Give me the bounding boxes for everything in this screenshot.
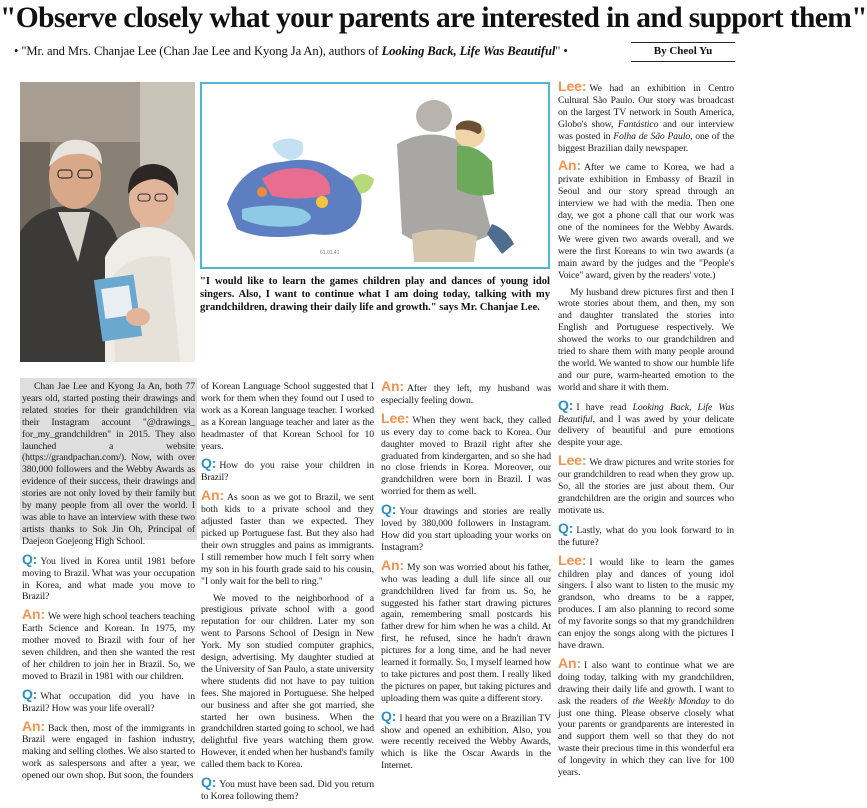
- answer-text: We had an exhibition in Centro Cultural São Paulo. Our story was broadcast on the largest TV network in South America, Globo's show,: [558, 83, 734, 130]
- q-label: Q:: [558, 396, 574, 413]
- article-column-3: [381, 378, 551, 777]
- q-label: Q:: [201, 455, 217, 472]
- question-text: , and I was awed by your delicate delivery of beautiful and pure emotions despite your age.: [558, 413, 734, 449]
- q-label: Q:: [22, 550, 38, 567]
- an-label: An:: [558, 157, 582, 174]
- answer-text: I would like to learn the games children play and dances of young idol singers. I also want to listen to the music my grandson, who dreams to be a rapper, produces. I am also planning to record some of my favorite songs so that my grandchildren can enjoy the songs along with the pictures I have drawn.: [558, 556, 734, 651]
- book-title: Looking Back, Life Was Beautiful: [381, 44, 556, 58]
- answer-paragraph: [558, 157, 734, 281]
- couple-photo: [20, 82, 195, 362]
- question-paragraph: [558, 519, 734, 549]
- intro-paragraph: Chan Jae Lee and Kyong Ja An, both 77 years old, started posting their drawings and related stories for their grandchildren via their Instagram account "@drawings_ for_my_grandchildren" in 2015. They also launched a website (https://grandpachan.com/). Now, with over 380,000 followers and the Webby Awards as evidence of their success, their drawings and stories are not only loved by their family but by many people from all over the world. I was able to have an interview with these two artists thanks to Sok Jin Oh, Principal of Daejeon Goejeong High School.: [22, 381, 195, 547]
- headline: "Observe closely what your parents are interested in and support them": [0, 2, 867, 34]
- answer-text: When they went back, they called us every day to come back to Korea. Our daughter moved to Brazil right after she graduated from kindergarten, and so she had no close friends in Korea. Moreover, our grandchildren were born in Brazil. I was worried for them as well.: [381, 414, 551, 498]
- answer-paragraph: [381, 409, 551, 498]
- answer-paragraph: [381, 378, 551, 407]
- answer-paragraph: We moved to the neighborhood of a prestigious private school with a good reputation for our children. Later my son went to Parsons School of Design in New York. My son studied computer graphics, design, advertising. My daughter studied at the University of San Paulo, a state university where students did not have to pay tuition fees. She majored in Portuguese. She helped our business and after she got married, she started her own business. When the grandchildren started going to school, we had delightful five years watching them grow. However, it ended when her husband's family called them back to Korea.: [201, 592, 374, 771]
- answer-paragraph: [558, 654, 735, 779]
- answer-text: to do just one thing. Please observe closely what your parents or grandparents are interested in and support them well so that they do not waste their precious time in this wonderful era of longevity in which they can live for 100 years.: [558, 695, 735, 779]
- illustration-signature: 61.01.41: [320, 250, 340, 256]
- an-label: An:: [22, 717, 46, 734]
- illustration-photo: [200, 82, 550, 269]
- answer-text: I also want to continue what we are doing today, talking with my grandchildren, drawing their daily life and growth. I want to ask the readers of: [558, 659, 734, 707]
- q-label: Q:: [22, 685, 38, 702]
- show-title: Fantástico: [617, 118, 659, 130]
- answer-paragraph: [22, 606, 195, 682]
- answer-text: We draw pictures and write stories for our grandchildren to read when they grow up. So, all the stories are just about them. Our grandchildren are the origin and sources who motivate us.: [558, 457, 734, 516]
- answer-text: As soon as we got to Brazil, we sent both kids to a private school and they adjusted faster than we expected. They picked up Portuguese fast. But they also had their own struggles and pains as immigrants. I still remember how much I felt sorry when my son in his fourth grade said to his cousin, "I only wait for the bell to ring.": [201, 492, 374, 587]
- lee-label: Lee:: [558, 78, 587, 94]
- question-paragraph: [558, 396, 735, 450]
- an-label: An:: [201, 487, 225, 504]
- subline-prefix: • "Mr. and Mrs. Chanjae Lee (Chan Jae Lee and Kyong Ja An), authors of: [14, 44, 382, 58]
- article-column-4: [558, 78, 735, 784]
- an-label: An:: [381, 378, 405, 394]
- question-paragraph: [201, 455, 374, 484]
- answer-paragraph: [558, 551, 734, 652]
- subline-suffix: " •: [555, 44, 568, 58]
- magazine-title: the Weekly Monday: [632, 695, 710, 707]
- answer-text: We were high school teachers teaching Earth Science and Korean. In 1975, my mother moved to Brazil with four of her seven children, and then she wanted the rest of her children to join her in Brazil. So, we moved to Brazil in 1981 with our children.: [22, 611, 195, 682]
- question-text: You must have been sad. Did you return to Korea following them?: [201, 779, 374, 802]
- lee-label: Lee:: [558, 551, 587, 568]
- book-title-inline: Looking Back, Life Was Beautiful: [558, 401, 735, 425]
- answer-paragraph: [558, 78, 734, 154]
- answer-text: Back then, most of the immigrants in Brazil were engaged in fashion industry, making and selling clothes. We also started to work as salespersons and after a year, we opened our own shop. But soon, the founders: [22, 722, 195, 782]
- question-text: Your drawings and stories are really loved by 380,000 followers in Instagram. How did you start uploading your works on Instagram?: [381, 506, 551, 553]
- an-label: An:: [381, 556, 405, 573]
- question-text: You lived in Korea until 1981 before moving to Brazil. What was your occupation in Korea, and what made you move to Brazil?: [22, 555, 195, 603]
- question-paragraph: [381, 707, 551, 773]
- q-label: Q:: [381, 707, 397, 724]
- q-label: Q:: [201, 774, 217, 791]
- newspaper-title: Folha de São Paulo: [613, 130, 691, 142]
- answer-text: , one of the biggest Brazilian daily newspaper.: [558, 130, 734, 154]
- byline: By Cheol Yu: [631, 42, 735, 62]
- photo-caption: "I would like to learn the games children play and dances of young idol singers. Also, I want to continue what I am doing today, talking with my grandchildren, drawing their daily life and growth." says Mr. Chanjae Lee.: [200, 276, 550, 314]
- answer-paragraph: [22, 717, 195, 783]
- lee-label: Lee:: [558, 452, 587, 469]
- question-text: How do you raise your children in Brazil?: [201, 460, 374, 484]
- answer-text: After we came to Korea, we had a private exhibition in Embassy of Brazil in Seoul and our story spread through an interview we had with the media. Then one day, we got a phone call that our work was one of the nominees for the Webby Awards. We were given two awards overall, and we were the first Koreans to win two awards (a main award by the judges and the "People's Voice" award, given by the readers' vote.): [558, 162, 734, 281]
- question-text: Lastly, what do you look forward to in the future?: [558, 524, 734, 548]
- question-paragraph: [201, 774, 374, 803]
- article-column-1: [22, 381, 195, 787]
- answer-paragraph: [558, 452, 734, 517]
- an-label: An:: [558, 654, 582, 671]
- an-label: An:: [22, 606, 46, 623]
- article-column-2: [201, 381, 374, 808]
- q-label: Q:: [381, 501, 397, 518]
- answer-text: My son was worried about his father, who was leading a dull life since all our grandchildren lived far from us. So, he suggested his father start drawing pictures again, remembering small postcards his father drew for him when he was a child. At first, he refused, since he hadn't drawn pictures for a long time, and he had never learned it formally. So, I myself learned how to take pictures and post them. I really liked the pictures on paper, but taking pictures and uploading them was quite a different story.: [381, 561, 551, 704]
- answer-paragraph: [201, 487, 374, 587]
- answer-text: and our interview was posted in: [558, 118, 734, 142]
- question-text: I heard that you were on a Brazilian TV show and opened an exhibition. Also, you were recently received the Webby Awards, which is like the Oscar Awards in the Internet.: [381, 712, 551, 772]
- lee-label: Lee:: [381, 409, 410, 426]
- question-text: I have read: [576, 401, 633, 413]
- q-label: Q:: [558, 519, 574, 536]
- question-paragraph: [22, 685, 195, 715]
- answer-paragraph: My husband drew pictures first and then I wrote stories about them, and then, my son and daughter translated the stories into English and Portuguese respectively. We showed the works to our grandchildren and tried to share them with many people around the world. We wanted to show our humble life and our pure, warm-hearted emotion to the world and share it with them.: [558, 286, 734, 393]
- question-paragraph: [381, 501, 551, 554]
- answer-text: After they left, my husband was especially feeling down.: [381, 383, 551, 406]
- question-paragraph: [22, 550, 195, 604]
- question-text: What occupation did you have in Brazil? How was your life overall?: [22, 690, 195, 714]
- subheadline: [14, 44, 614, 59]
- answer-paragraph: [381, 556, 551, 705]
- answer-continuation: of Korean Language School suggested that I work for them when they found out I used to work as a Korean language teacher. I worked as a Korean language teacher and later as the headmaster of that Korean School for 10 years.: [201, 381, 374, 452]
